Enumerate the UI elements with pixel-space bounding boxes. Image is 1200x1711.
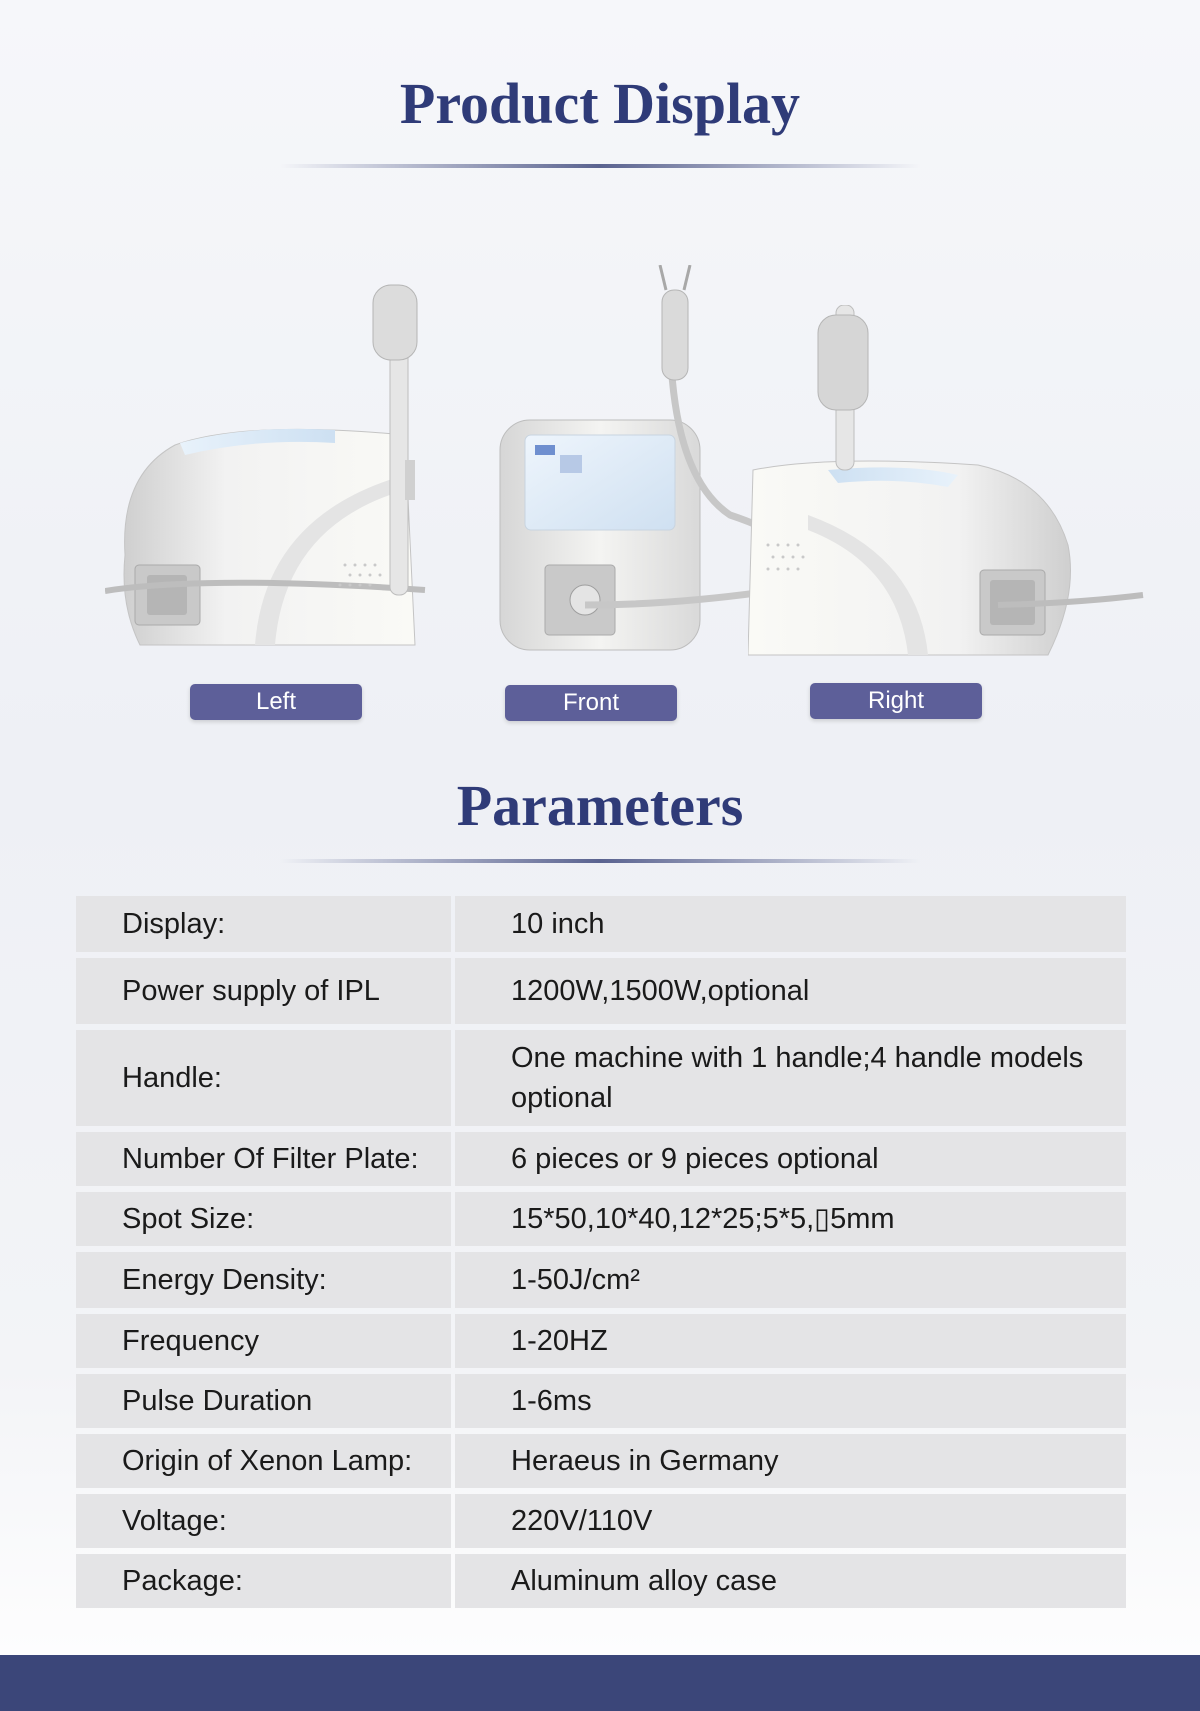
table-row [76, 1374, 1126, 1428]
parameters-table [72, 890, 1130, 1614]
parameters-title: Parameters [456, 773, 744, 838]
table-row [76, 1132, 1126, 1186]
param-key: Pulse Duration [76, 1374, 451, 1428]
param-key: Spot Size: [76, 1192, 451, 1246]
table-row [76, 1252, 1126, 1308]
title-divider [280, 859, 920, 863]
param-value: 220V/110V [455, 1494, 1126, 1548]
table-row [76, 1030, 1126, 1126]
param-key: Voltage: [76, 1494, 451, 1548]
table-row [76, 1494, 1126, 1548]
param-key: Package: [76, 1554, 451, 1608]
title-divider [280, 164, 920, 168]
param-value: 10 inch [455, 896, 1126, 952]
table-row [76, 1434, 1126, 1488]
table-row [76, 896, 1126, 952]
param-value: Aluminum alloy case [455, 1554, 1126, 1608]
product-image-left [105, 275, 470, 670]
footer-bar [0, 1655, 1200, 1711]
table-row [76, 1192, 1126, 1246]
param-value: 1-20HZ [455, 1314, 1126, 1368]
param-key: Handle: [76, 1030, 451, 1126]
param-value: Heraeus in Germany [455, 1434, 1126, 1488]
param-key: Energy Density: [76, 1252, 451, 1308]
param-key: Origin of Xenon Lamp: [76, 1434, 451, 1488]
param-key: Power supply of IPL [76, 958, 451, 1024]
param-value: 1-50J/cm² [455, 1252, 1126, 1308]
param-key: Display: [76, 896, 451, 952]
product-display-title: Product Display [399, 71, 801, 136]
table-row [76, 1554, 1126, 1608]
param-value: 1-6ms [455, 1374, 1126, 1428]
view-label-right: Right [810, 683, 982, 719]
view-label-left: Left [190, 684, 362, 720]
view-label-front: Front [505, 685, 677, 721]
table-row [76, 1314, 1126, 1368]
param-value: 1200W,1500W,optional [455, 958, 1126, 1024]
table-row [76, 958, 1126, 1024]
product-image-right [748, 305, 1150, 665]
param-value: One machine with 1 handle;4 handle models optional [455, 1030, 1126, 1126]
param-value: 6 pieces or 9 pieces optional [455, 1132, 1126, 1186]
param-key: Number Of Filter Plate: [76, 1132, 451, 1186]
param-value: 15*50,10*40,12*25;5*5,▯5mm [455, 1192, 1126, 1246]
param-key: Frequency [76, 1314, 451, 1368]
